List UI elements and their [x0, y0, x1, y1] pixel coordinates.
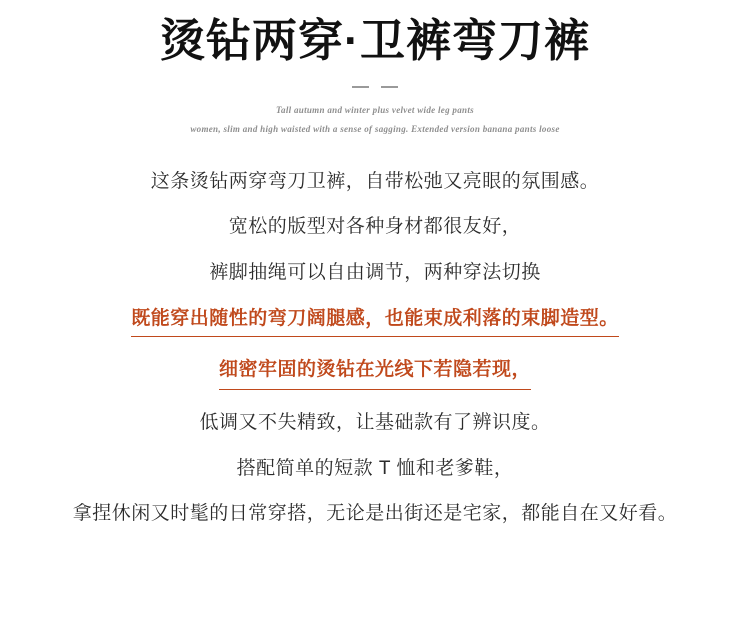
header — [0, 0, 750, 135]
copy-line-6: 低调又不失精致，让基础款有了辨识度。 — [199, 411, 551, 433]
copy-line-3: 裤脚抽绳可以自由调节，两种穿法切换 — [209, 262, 541, 284]
copy-line-2: 宽松的版型对各种身材都很友好， — [228, 216, 522, 238]
copy-line-4-text: 既能穿出随性的弯刀阔腿感，也能束成利落的束脚造型。 — [131, 306, 619, 338]
subtitle-english-line-2: women, slim and high waisted with a sense of sagging. Extended version banana pants loose — [190, 123, 560, 134]
copy-line-5-text: 细密牢固的烫钻在光线下若隐若现， — [219, 357, 531, 390]
subtitle-english-line-1: Tall autumn and winter plus velvet wide leg pants — [276, 105, 474, 115]
copy-line-7: 搭配简单的短款 T 恤和老爹鞋， — [236, 457, 514, 479]
page-title: 烫钻两穿·卫裤弯刀裤 — [160, 15, 590, 66]
copy-line-5-highlighted — [0, 357, 750, 390]
copy-line-8: 拿捏休闲又时髦的日常穿搭，无论是出街还是宅家，都能自在又好看。 — [72, 503, 678, 525]
double-dash-divider-icon — [352, 82, 398, 92]
copy-line-4-highlighted — [0, 306, 750, 338]
copy-line-1: 这条烫钻两穿弯刀卫裤，自带松弛又亮眼的氛围感。 — [150, 170, 600, 192]
body-copy — [0, 169, 750, 527]
